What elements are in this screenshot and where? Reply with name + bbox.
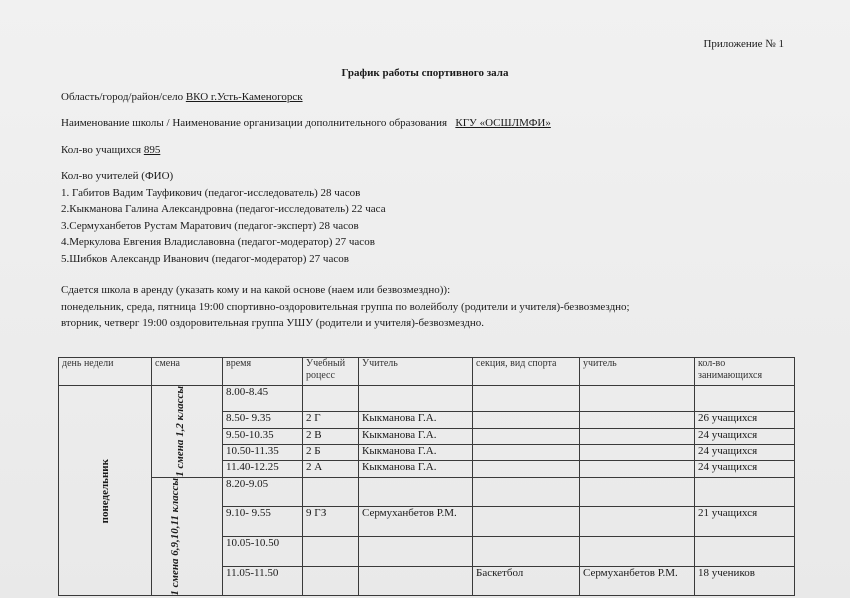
day-cell — [59, 386, 152, 596]
teacher-item: 4.Меркулова Евгения Владиславовна (педагог-модератор) 27 часов — [61, 236, 375, 248]
teacher-cell: Сермуханбетов Р.М. — [359, 507, 473, 537]
students-label: Кол-во учащихся — [61, 144, 142, 156]
header-shift: смена — [152, 358, 223, 386]
teacher-cell: Кыкманова Г.А. — [359, 412, 473, 428]
time-cell: 11.05-11.50 — [223, 566, 303, 596]
count-cell — [695, 537, 795, 567]
day-label: понедельник — [99, 458, 111, 523]
shift-label: 1 смена 6,9,10,11 классы — [169, 477, 181, 596]
coach-cell — [580, 537, 695, 567]
region-line — [61, 91, 303, 103]
section-cell — [473, 428, 580, 444]
count-cell: 26 учащихся — [695, 412, 795, 428]
time-cell: 10.05-10.50 — [223, 537, 303, 567]
process-cell — [303, 477, 359, 507]
region-value: ВКО г.Усть-Каменогорск — [185, 91, 303, 103]
count-cell: 18 учеников — [695, 566, 795, 596]
time-cell: 8.50- 9.35 — [223, 412, 303, 428]
time-cell: 9.10- 9.55 — [223, 507, 303, 537]
students-line — [61, 144, 160, 156]
shift-cell — [152, 386, 223, 478]
teacher-cell: Кыкманова Г.А. — [359, 445, 473, 461]
teacher-item: 2.Кыкманова Галина Александровна (педагог-исследователь) 22 часа — [61, 203, 386, 215]
header-count: кол-во занимающихся — [695, 358, 795, 386]
school-line — [61, 117, 551, 129]
section-cell — [473, 537, 580, 567]
header-process: Учебный роцесс — [303, 358, 359, 386]
coach-cell — [580, 507, 695, 537]
process-cell: 9 ГЗ — [303, 507, 359, 537]
count-cell: 21 учащихся — [695, 507, 795, 537]
teacher-cell: Кыкманова Г.А. — [359, 461, 473, 477]
section-cell — [473, 477, 580, 507]
school-value: КГУ «ОСШЛМФИ» — [455, 117, 551, 129]
process-cell: 2 А — [303, 461, 359, 477]
table-row — [59, 386, 795, 412]
table-row — [59, 477, 795, 507]
coach-cell — [580, 461, 695, 477]
process-cell: 2 В — [303, 428, 359, 444]
coach-cell — [580, 386, 695, 412]
teacher-item: 3.Сермуханбетов Рустам Маратович (педагог-эксперт) 28 часов — [61, 219, 359, 232]
school-label: Наименование школы / Наименование организации дополнительного образования — [61, 117, 448, 129]
time-cell: 11.40-12.25 — [223, 461, 303, 477]
teacher-cell — [359, 537, 473, 567]
teachers-block — [61, 168, 386, 267]
process-cell — [303, 566, 359, 596]
teachers-label: Кол-во учителей (ФИО) — [61, 170, 174, 182]
table-header-row — [59, 358, 795, 386]
header-section: секция, вид спорта — [473, 358, 580, 386]
shift-label: 1 смена 1,2 классы — [174, 386, 186, 477]
appendix-label: Приложение № 1 — [703, 38, 784, 50]
count-cell: 24 учащихся — [695, 428, 795, 444]
section-cell — [473, 386, 580, 412]
shift-cell — [152, 477, 223, 596]
count-cell — [695, 386, 795, 412]
teacher-cell: Кыкманова Г.А. — [359, 428, 473, 444]
process-cell: 2 Г — [303, 412, 359, 428]
rent-label: Сдается школа в аренду (указать кому и на какой основе (наем или безвозмездно)): — [61, 284, 451, 296]
count-cell: 24 учащихся — [695, 461, 795, 477]
count-cell: 24 учащихся — [695, 445, 795, 461]
schedule-table — [58, 357, 795, 596]
header-time: время — [223, 358, 303, 386]
time-cell: 9.50-10.35 — [223, 428, 303, 444]
coach-cell — [580, 445, 695, 461]
header-day: день недели — [59, 358, 152, 386]
process-cell — [303, 386, 359, 412]
teacher-cell — [359, 566, 473, 596]
rent-line: понедельник, среда, пятница 19:00 спортивно-оздоровительная группа по волейболу (родители и учителя)-безвозмездно; — [61, 300, 630, 313]
process-cell — [303, 537, 359, 567]
teacher-cell — [359, 386, 473, 412]
coach-cell — [580, 412, 695, 428]
time-cell: 8.00-8.45 — [223, 386, 303, 412]
section-cell — [473, 445, 580, 461]
region-label: Область/город/район/село — [61, 91, 184, 103]
header-coach: учитель — [580, 358, 695, 386]
section-cell — [473, 507, 580, 537]
coach-cell — [580, 428, 695, 444]
coach-cell: Сермуханбетов Р.М. — [580, 566, 695, 596]
rent-block — [61, 282, 630, 332]
coach-cell — [580, 477, 695, 507]
count-cell — [695, 477, 795, 507]
time-cell: 8.20-9.05 — [223, 477, 303, 507]
document-title: График работы спортивного зала — [341, 67, 509, 79]
header-teacher: Учитель — [359, 358, 473, 386]
students-value: 895 — [143, 144, 161, 156]
teacher-cell — [359, 477, 473, 507]
teacher-item: 1. Габитов Вадим Тауфикович (педагог-исследователь) 28 часов — [61, 186, 361, 199]
section-cell: Баскетбол — [473, 566, 580, 596]
section-cell — [473, 412, 580, 428]
rent-line: вторник, четверг 19:00 оздоровительная группа УШУ (родители и учителя)-безвозмездно. — [61, 317, 485, 329]
section-cell — [473, 461, 580, 477]
process-cell: 2 Б — [303, 445, 359, 461]
teacher-item: 5.Шибков Александр Иванович (педагог-модератор) 27 часов — [61, 252, 349, 265]
time-cell: 10.50-11.35 — [223, 445, 303, 461]
